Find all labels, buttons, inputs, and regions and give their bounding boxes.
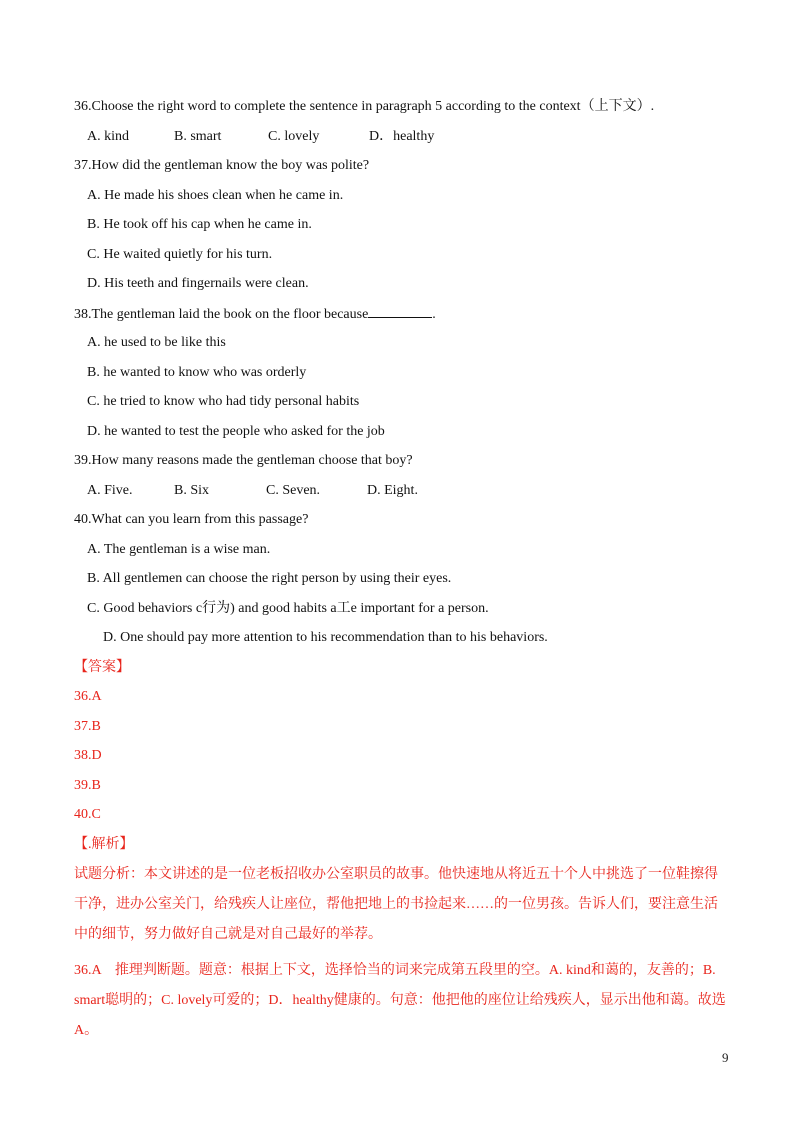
option: A. Five. bbox=[87, 483, 133, 498]
answer-item: 36.A bbox=[74, 689, 102, 704]
option: C. He waited quietly for his turn. bbox=[87, 247, 273, 262]
option: D. His teeth and fingernails were clean. bbox=[87, 276, 309, 291]
option: B. he wanted to know who was orderly bbox=[87, 365, 307, 380]
analysis-36: 36.A 推理判断题。题意：根据上下文，选择恰当的词来完成第五段里的空。A. kind和蔼的，友善的；B. smart聪明的；C. lovely可爱的；D．healthy健康的。句意：他把他的座位让给残疾人，显示出他和蔼。故选A。 bbox=[74, 963, 726, 1038]
answer-heading: 【答案】 bbox=[74, 660, 130, 675]
question-36-stem: 36.Choose the right word to complete the sentence in paragraph 5 according to the context（上下文）. bbox=[74, 99, 655, 114]
stem-end: . bbox=[432, 307, 436, 322]
answer-blank bbox=[368, 305, 432, 318]
option: A. kind bbox=[87, 129, 129, 144]
option: B. Six bbox=[174, 483, 210, 498]
option: C. Seven. bbox=[266, 483, 321, 498]
option: B. All gentlemen can choose the right person by using their eyes. bbox=[87, 571, 452, 586]
page-number: 9 bbox=[722, 1050, 729, 1065]
option: B. He took off his cap when he came in. bbox=[87, 217, 312, 232]
answer-item: 37.B bbox=[74, 719, 101, 734]
answer-item: 40.C bbox=[74, 807, 101, 822]
question-38-stem bbox=[74, 305, 436, 324]
question-37-stem: 37.How did the gentleman know the boy was polite? bbox=[74, 158, 370, 173]
option: D. he wanted to test the people who asked for the job bbox=[87, 424, 385, 439]
option: C. he tried to know who had tidy personal habits bbox=[87, 394, 360, 409]
answer-item: 39.B bbox=[74, 778, 101, 793]
stem-text: 38.The gentleman laid the book on the floor because bbox=[74, 307, 369, 322]
question-40-stem: 40.What can you learn from this passage? bbox=[74, 512, 309, 527]
option: B. smart bbox=[174, 129, 222, 144]
option: D．healthy bbox=[369, 129, 435, 144]
option: A. he used to be like this bbox=[87, 335, 226, 350]
question-39-stem: 39.How many reasons made the gentleman choose that boy? bbox=[74, 453, 413, 468]
option: D. One should pay more attention to his recommendation than to his behaviors. bbox=[103, 630, 548, 645]
analysis-heading: 【.解析】 bbox=[74, 837, 134, 852]
option: C. Good behaviors c行为) and good habits a工e important for a person. bbox=[87, 601, 489, 616]
answer-item: 38.D bbox=[74, 748, 102, 763]
analysis-summary: 试题分析：本文讲述的是一位老板招收办公室职员的故事。他快速地从将近五十个人中挑选了一位鞋擦得干净，进办公室关门，给残疾人让座位，帮他把地上的书捡起来……的一位男孩。告诉人们，要注意生活中的细节，努力做好自己就是对自己最好的举荐。 bbox=[74, 867, 718, 942]
option: C. lovely bbox=[268, 129, 320, 144]
option: A. The gentleman is a wise man. bbox=[87, 542, 271, 557]
option: D. Eight. bbox=[367, 483, 418, 498]
option: A. He made his shoes clean when he came in. bbox=[87, 188, 344, 203]
